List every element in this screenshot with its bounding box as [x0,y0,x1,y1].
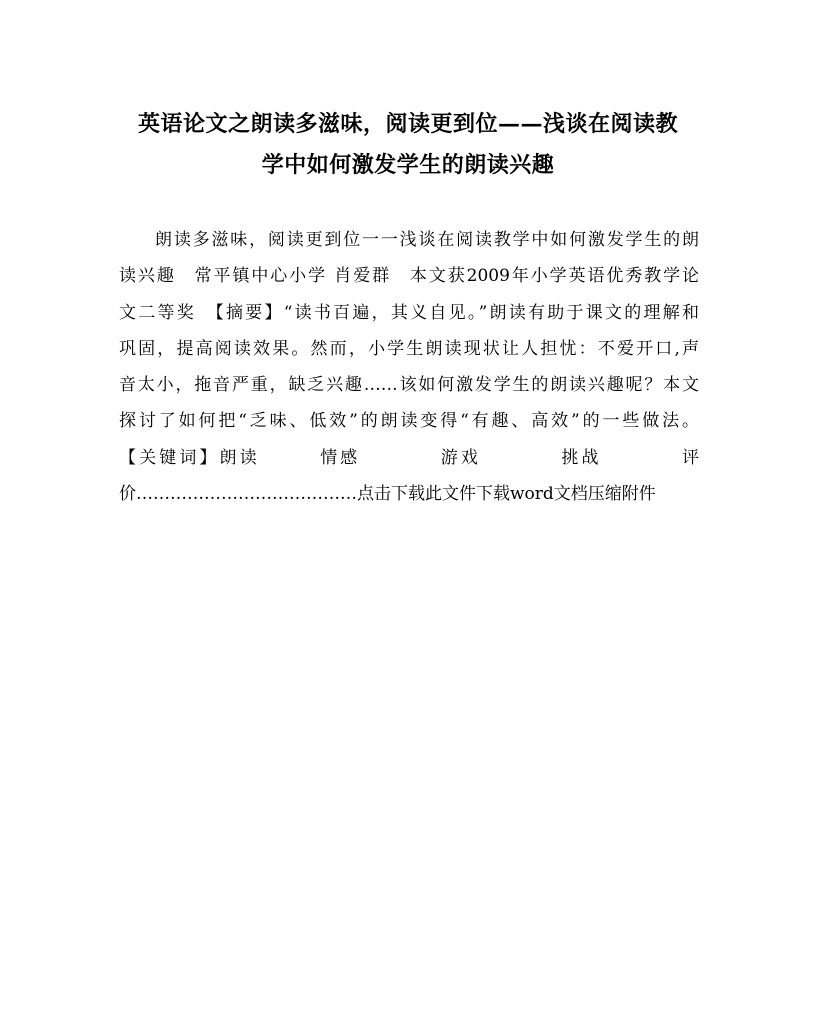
body-line-5: 音太小，拖音严重，缺乏兴趣……该如何激发学生的朗读兴趣呢？本文 [119,375,699,396]
body-line-1: 朗读多滋味，阅读更到位一一浅谈在阅读教学中如何激发学生的朗 [155,230,699,250]
body-line-2: 读兴趣 常平镇中心小学 肖爱群 本文获2009年小学英语优秀教学论 [119,266,699,287]
keywords-line: 【关键词】朗读 情感 游戏 挑战 评 [119,447,699,468]
title-line-1: 英语论文之朗读多滋味，阅读更到位——浅谈在阅读教 [137,111,678,137]
document-title [118,104,698,186]
document-body [119,222,699,512]
body-line-4: 巩固，提高阅读效果。然而，小学生朗读现状让人担忧：不爱开口,声 [119,338,699,359]
body-line-6: 探讨了如何把“乏味、低效”的朗读变得“有趣、高效”的一些做法。 [119,411,699,432]
body-line-3: 文二等奖 【摘要】“读书百遍，其义自见。”朗读有助于课文的理解和 [119,302,699,323]
title-line-2: 学中如何激发学生的朗读兴趣 [261,152,555,178]
download-link-line[interactable]: 价…………………………………点击下载此文件下载word文档压缩附件 [119,484,656,505]
